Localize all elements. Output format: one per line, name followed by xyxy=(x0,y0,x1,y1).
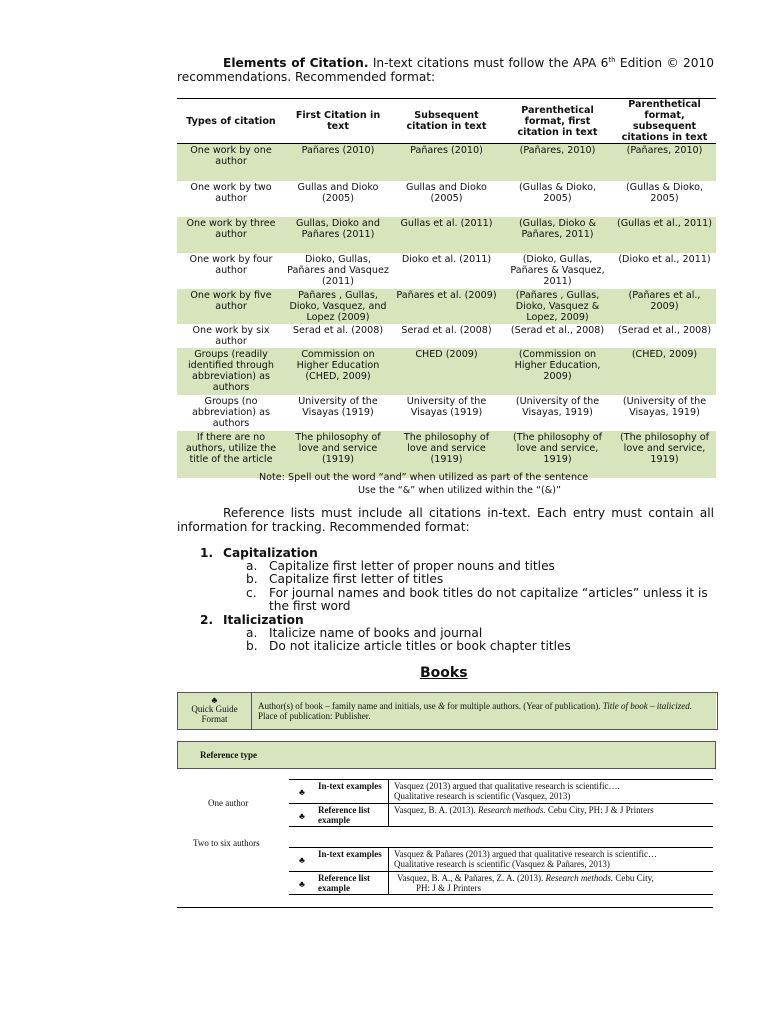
table-cell: (Commission on Higher Education, 2009) xyxy=(502,348,613,395)
reference-type-header xyxy=(177,741,716,769)
rule-number: 1. xyxy=(200,546,214,560)
divider xyxy=(289,826,713,827)
intro-paragraph xyxy=(177,56,714,84)
list-text: Capitalize first letter of proper nouns and titles xyxy=(269,559,555,573)
quick-guide-label: Quick Guide Format xyxy=(191,704,238,724)
example-type-one-author: One author xyxy=(208,798,249,808)
table-cell: (Pañares et al., 2009) xyxy=(613,289,716,324)
club-icon: ♣ xyxy=(299,787,305,797)
table-cell: (CHED, 2009) xyxy=(613,348,716,395)
header-cell: First Citation in text xyxy=(285,99,391,144)
format-text-italic: Title of book – italicized. xyxy=(602,701,693,711)
intext-example-line: Vasquez (2013) argued that qualitative research is scientific…. xyxy=(394,781,620,791)
table-cell: University of the Visayas (1919) xyxy=(285,395,391,431)
table-cell: (Serad et al., 2008) xyxy=(502,324,613,348)
table-cell: One work by two author xyxy=(177,181,285,217)
reference-list-example xyxy=(394,805,712,815)
quick-guide-label-cell xyxy=(178,693,252,729)
intro-text-end: Edition © 2010 recommendations. Recommended format: xyxy=(177,56,714,84)
format-text: Place of publication: Publisher. xyxy=(258,711,371,721)
note-line-2: Use the “&” when utilized within the “(&)” xyxy=(358,485,561,496)
quick-guide-format xyxy=(252,693,716,729)
table-cell: Pañares et al. (2009) xyxy=(391,289,502,324)
table-cell: Gullas et al. (2011) xyxy=(391,217,502,253)
list-text: For journal names and book titles do not capitalize “articles” unless it is the first word xyxy=(269,586,708,613)
divider xyxy=(289,894,713,895)
table-cell: (Gullas, Dioko & Pañares, 2011) xyxy=(502,217,613,253)
list-marker: c. xyxy=(246,586,257,600)
format-text-italic: & xyxy=(437,701,445,711)
ref-text: Vasquez, B. A. (2013). xyxy=(394,805,478,815)
rule-number: 2. xyxy=(200,613,214,627)
list-text: Do not italicize article titles or book chapter titles xyxy=(269,639,571,653)
club-icon: ♣ xyxy=(299,855,305,865)
ref-text: Cebu City, xyxy=(613,873,654,883)
table-cell: Serad et al. (2008) xyxy=(391,324,502,348)
table-cell: (Dioko et al., 2011) xyxy=(613,253,716,289)
list-marker: b. xyxy=(246,639,258,653)
club-icon: ♣ xyxy=(299,879,305,889)
table-cell: (Serad et al., 2008) xyxy=(613,324,716,348)
table-cell: Pañares (2010) xyxy=(285,144,391,181)
table-cell: Dioko, Gullas, Pañares and Vasquez (2011) xyxy=(285,253,391,289)
list-marker: a. xyxy=(246,559,258,573)
table-cell: University of the Visayas (1919) xyxy=(391,395,502,431)
reference-list-label: Reference list example xyxy=(318,805,371,825)
table-row xyxy=(177,253,716,289)
table-cell: (Pañares , Gullas, Dioko, Vasquez & Lopez, 2009) xyxy=(502,289,613,324)
club-icon: ♣ xyxy=(211,695,218,705)
table-cell: (Gullas & Dioko, 2005) xyxy=(613,181,716,217)
table-cell: (The philosophy of love and service, 1919) xyxy=(613,431,716,478)
table-cell: CHED (2009) xyxy=(391,348,502,395)
citation-table-header xyxy=(177,99,716,144)
table-cell: (Pañares, 2010) xyxy=(613,144,716,181)
header-cell: Types of citation xyxy=(177,99,285,144)
header-cell: Subsequent citation in text xyxy=(391,99,502,144)
table-cell: The philosophy of love and service (1919) xyxy=(285,431,391,478)
table-row xyxy=(177,348,716,395)
ref-title-italic: Research methods. xyxy=(545,873,614,883)
table-row xyxy=(177,289,716,324)
rule-title-italicization: Italicization xyxy=(223,613,304,627)
table-cell: One work by five author xyxy=(177,289,285,324)
quick-guide-box xyxy=(177,692,718,730)
table-cell: Serad et al. (2008) xyxy=(285,324,391,348)
club-icon: ♣ xyxy=(299,811,305,821)
table-cell: Groups (no abbreviation) as authors xyxy=(177,395,285,431)
rule-title-capitalization: Capitalization xyxy=(223,546,318,560)
list-text: Italicize name of books and journal xyxy=(269,626,483,640)
intro-heading: Elements of Citation. xyxy=(223,56,369,70)
table-row xyxy=(177,324,716,348)
table-cell: (Pañares, 2010) xyxy=(502,144,613,181)
example-type-two-to-six-authors: Two to six authors xyxy=(193,838,260,848)
intext-example-line: Qualitative research is scientific (Vasquez & Pañares, 2013) xyxy=(394,859,610,869)
table-row xyxy=(177,217,716,253)
intro-text: In-text citations must follow the APA 6 xyxy=(368,56,609,70)
divider xyxy=(289,779,713,780)
header-cell: Parenthetical format, subsequent citations in text xyxy=(613,99,716,144)
table-cell: Pañares (2010) xyxy=(391,144,502,181)
intext-examples-label: In-text examples xyxy=(318,849,382,859)
table-cell: One work by six author xyxy=(177,324,285,348)
table-row xyxy=(177,181,716,217)
table-cell: (The philosophy of love and service, 1919) xyxy=(502,431,613,478)
list-marker: b. xyxy=(246,572,258,586)
table-cell: Commission on Higher Education (CHED, 2009) xyxy=(285,348,391,395)
table-cell: If there are no authors, utilize the title of the article xyxy=(177,431,285,478)
table-cell: Gullas and Dioko (2005) xyxy=(391,181,502,217)
table-cell: One work by one author xyxy=(177,144,285,181)
table-cell: Groups (readily identified through abbreviation) as authors xyxy=(177,348,285,395)
table-cell: Gullas, Dioko and Pañares (2011) xyxy=(285,217,391,253)
reference-list-label: Reference list example xyxy=(318,873,371,893)
intext-examples-label: In-text examples xyxy=(318,781,382,791)
bottom-rule xyxy=(177,907,713,908)
header-cell: Parenthetical format, first citation in text xyxy=(502,99,613,144)
reference-paragraph: Reference lists must include all citations in-text. Each entry must contain all information for tracking. Recommended format: xyxy=(177,506,714,534)
reference-list-example-continued: PH: J & J Printers xyxy=(416,883,482,893)
list-marker: a. xyxy=(246,626,258,640)
table-cell: Pañares , Gullas, Dioko, Vasquez, and Lopez (2009) xyxy=(285,289,391,324)
list-text: Capitalize first letter of titles xyxy=(269,572,444,586)
citation-table xyxy=(177,98,716,478)
intext-example-line: Vasquez & Pañares (2013) argued that qualitative research is scientific… xyxy=(394,849,657,859)
table-cell: Gullas and Dioko (2005) xyxy=(285,181,391,217)
reference-list-example xyxy=(397,873,712,883)
table-cell: One work by three author xyxy=(177,217,285,253)
intext-example-line: Qualitative research is scientific (Vasquez, 2013) xyxy=(394,791,571,801)
reference-type-label: Reference type xyxy=(200,750,258,760)
divider xyxy=(289,803,713,804)
books-heading: Books xyxy=(420,665,468,681)
table-row xyxy=(177,431,716,478)
table-cell: (University of the Visayas, 1919) xyxy=(502,395,613,431)
table-cell: One work by four author xyxy=(177,253,285,289)
ref-text: Vasquez, B. A., & Pañares, Z. A. (2013). xyxy=(397,873,546,883)
table-cell: The philosophy of love and service (1919) xyxy=(391,431,502,478)
divider xyxy=(289,871,713,872)
ref-text: Cebu City, PH: J & J Printers xyxy=(545,805,654,815)
intro-superscript: th xyxy=(608,55,616,64)
table-row xyxy=(177,144,716,181)
note-line-1: Note: Spell out the word “and” when utilized as part of the sentence xyxy=(259,472,589,483)
table-cell: (Gullas & Dioko, 2005) xyxy=(502,181,613,217)
format-text: for multiple authors. (Year of publication). xyxy=(444,701,603,711)
table-cell: (University of the Visayas, 1919) xyxy=(613,395,716,431)
table-cell: Dioko et al. (2011) xyxy=(391,253,502,289)
table-cell: (Dioko, Gullas, Pañares & Vasquez, 2011) xyxy=(502,253,613,289)
format-text: Author(s) of book – family name and initials, use xyxy=(258,701,438,711)
divider xyxy=(289,847,713,848)
table-cell: (Gullas et al., 2011) xyxy=(613,217,716,253)
ref-title-italic: Research methods. xyxy=(478,805,546,815)
table-row xyxy=(177,395,716,431)
